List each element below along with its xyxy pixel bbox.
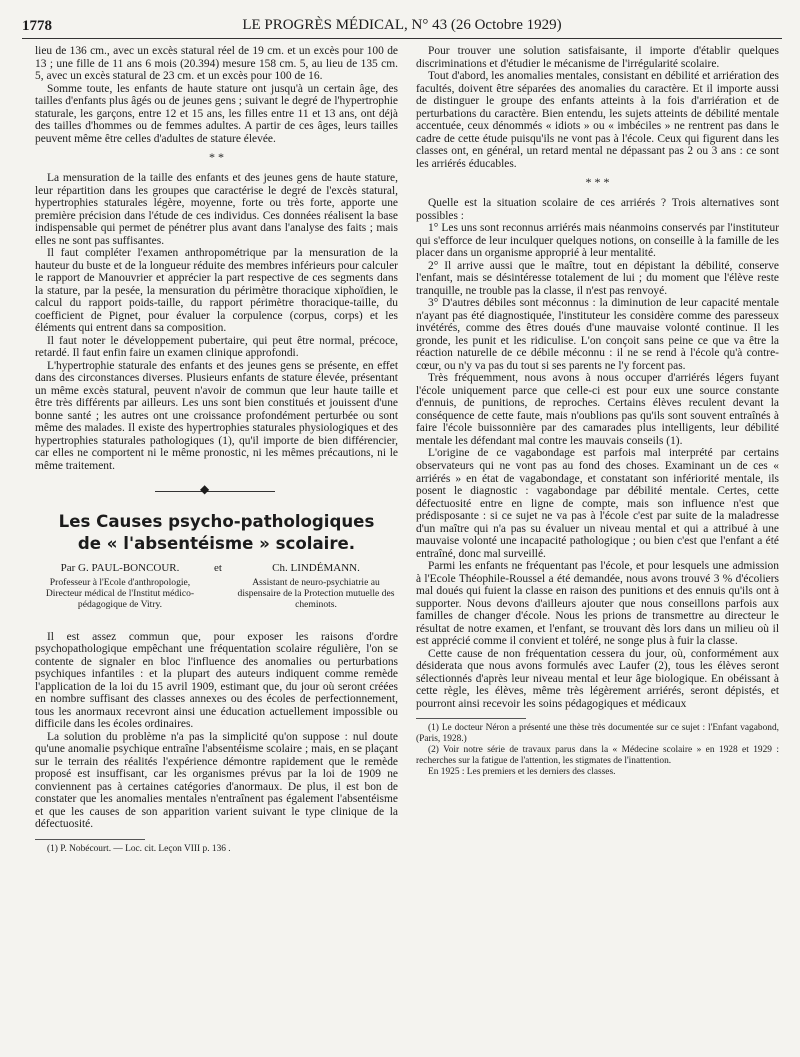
footnote: (1) P. Nobécourt. — Loc. cit. Leçon VIII p. 136 . <box>47 843 231 854</box>
footnote: (2) Voir notre série de travaux parus dans la « Médecine scolaire » en 1928 et 1929 : recherches sur la fatigue de l'attention, les stigmates de l'inattention. <box>416 745 779 767</box>
footnote: (1) Le docteur Néron a présenté une thèse très documentée sur ce sujet : l'Enfant vagabond, (Paris, 1928.) <box>416 723 779 745</box>
footnote: En 1925 : Les premiers et les derniers des classes. <box>428 767 616 778</box>
paragraph: La mensuration de la taille des enfants et des jeunes gens de haute stature, leur répartition dans les groupes que caractérise le degré de l'excès statural, hypertrophies staturales légère, moyenne, forte ou très forte, apporte une première précision dans l'étude de ces individus. Ces données réalisent la base indispensable qui permet de pénétrer plus avant dans l'analyse des faits ; mais elles ne sont pas suffisantes. <box>35 172 398 247</box>
paragraph: 2° Il arrive aussi que le maître, tout en dépistant la débilité, conserve l'enfant, mais se désintéresse totalement de lui ; du moment que l'élève reste tranquille, ne trouble pas la classe, il n'est pas renvoyé. <box>416 259 779 297</box>
paragraph: Tout d'abord, les anomalies mentales, consistant en débilité et arriération des facultés, doivent être séparées des anomalies du caractère. Et il importe aussi de distinguer le groupe des enfants atteints à la fois d'arriération et de perturbations du caractère. Bien entendu, les sujets atteints de débilité mentale accentuée, ceux dénommés « idiots » ou « imbéciles » ne rentrent pas dans le cadre de cette étude puisqu'ils ne vont pas à l'école. Ceux qui figurent dans les classes ont, en général, un retard mental ne dépassant pas 2 ou 3 ans : ce sont les arriérés éducables. <box>416 70 779 170</box>
ornament-separator <box>35 483 398 501</box>
paragraph: 3° D'autres débiles sont méconnus : la diminution de leur capacité mentale n'ayant pas été diagnostiquée, l'instituteur les considère comme des paresseux invétérés, comme des êtres doués d'une mauvaise volonté continue. Il les gronde, les punit et les ridiculise. L'on conçoit sans peine ce que va être la réaction naturelle de ce débile méconnu : il ne se rend à l'école qu'à contre-cœur, ou n'y va pas du tout si ses parents ne l'y forcent pas. <box>416 297 779 372</box>
paragraph: Il est assez commun que, pour exposer les raisons d'ordre psychopathologique empêchant une fréquentation scolaire régulière, l'on se contente de signaler en bloc l'influence des anomalies ou perturbations psychiques infantiles : et la plupart des auteurs indiquent comme remède l'application de la loi du 15 avril 1909, estimant que, du jour où seront créées en nombre suffisant des classes annexes ou des écoles de perfectionnement, tous les anormaux recevront ainsi une éducation actuellement impossible ou difficile dans les écoles ordinaires. <box>35 630 398 731</box>
paragraph: Parmi les enfants ne fréquentant pas l'école, et pour lesquels une admission à l'Ecole Théophile-Roussel a été demandée, nous avons trouvé 3 % d'écoliers mal doués qui fuient la classe en raison des punitions et des ennuis qu'ils ont à supporter. Nous devons d'ailleurs ajouter que nous conseillons parfois aux familles de changer d'école. Nous les prions de transmettre au directeur le résultat de notre examen, et l'enfant, se trouvant dès lors dans un milieu où il est apprécié comme il convient et toléré, ne songe plus à fuir la classe. <box>416 560 779 648</box>
footnote-rule <box>416 718 526 719</box>
paragraph: Pour trouver une solution satisfaisante, il importe d'établir quelques discriminations et d'étudier le mécanisme de l'irrégularité scolaire. <box>416 45 779 70</box>
left-column <box>35 45 398 855</box>
right-column <box>416 45 779 778</box>
header-rule <box>22 38 782 39</box>
article-title-line-1: Les Causes psycho-pathologiques <box>58 511 375 531</box>
paragraph: Cette cause de non fréquentation cessera du jour, où, conformément aux désiderata que nous avons formulés avec Laufer (2), tous les élèves seront sélectionnés d'après leur niveau mental et leur âge biologique. En obéissant à cette règle, les élèves, même très légèrement arriérés, seront dépistés, et pourront ainsi recevoir les soins pédagogiques et médicaux <box>416 647 779 710</box>
article-title-line-2: de « l'absentéisme » scolaire. <box>77 533 356 553</box>
paragraph: L'origine de ce vagabondage est parfois mal interprété par certains observateurs qui ne vont pas au fond des choses. Examinant un de ces « arriérés » en état de vagabondage, et constatant son infériorité mentale, ils posent le diagnostic : vagabondage par débilité mentale. Certes, cette défectuosité entre en ligne de compte, mais son influence n'est que prédisposante : si ce sujet ne va pas à l'école c'est par suite de la maladresse d'un maître qui n'a pas su évaluer un niveau mental et qui a attribué à une mauvaise volonté une incapacité pathologique ; ou bien c'est que l'enfant a été entraîné, donc mal surveillé. <box>416 447 779 560</box>
paragraph: Il faut noter le développement pubertaire, qui peut être normal, précoce, retardé. Il faut enfin faire un examen clinique approfondi. <box>35 334 398 360</box>
paragraph: Somme toute, les enfants de haute stature ont jusqu'à un certain âge, des tailles d'enfants plus âgés ou de jeunes gens ; suivant le degré de l'hypertrophie staturale, les garçons, entre 12 et 15 ans, les filles entre 11 et 13 ans, ont déjà des tailles d'hommes ou de femmes adultes. A partir de ces âges, leurs tailles peuvent même être celles d'adultes de stature élevée. <box>35 82 398 145</box>
paragraph: 1° Les uns sont reconnus arriérés mais néanmoins conservés par l'instituteur qui s'efforce de leur inculquer quelques notions, on conseille à la famille de les placer dans un organisme approprié à leur mentalité. <box>416 222 779 260</box>
authors-block <box>35 563 398 631</box>
page-number: 1778 <box>22 18 52 34</box>
page-header <box>22 14 782 40</box>
author-conjunction: et <box>214 561 222 574</box>
ornament-icon: ◆ <box>200 481 210 496</box>
article-title <box>35 511 398 555</box>
author-1 <box>35 563 205 610</box>
author-2 <box>231 563 401 610</box>
paragraph: Il faut compléter l'examen anthropométrique par la mensuration de la hauteur du buste et de la longueur réduite des membres inférieurs pour calculer le rapport de Manouvrier et apprécier la part respective de ces segments dans la stature, par la pesée, la mensuration du périmètre thoracique xiphoïdien, le calcul du rapport poids-taille, du rapport périmètre thoracique-taille, du coefficient de Pignet, pour évaluer la corpulence (corpus, corps) et les éléments qui entrent dans sa composition. <box>35 247 398 335</box>
paragraph: Quelle est la situation scolaire de ces arriérés ? Trois alternatives sont possibles : <box>416 197 779 222</box>
paragraph: La solution du problème n'a pas la simplicité qu'on suppose : nul doute qu'une anomalie psychique entraîne l'absentéisme scolaire ; mais, en se plaçant sur le terrain des réalités l'expérience démontre rapidement que le remède proposé est insuffisant, car les organismes prévus par la loi de 1909 ne conviennent pas à certaines catégories d'anormaux. De plus, il est bon de constater que les anomalies mentales n'entraînent pas également l'absentéisme et que les causes de son apparition varient suivant le type clinique de la défectuosité. <box>35 730 398 831</box>
footnote-rule <box>35 839 145 840</box>
journal-title: LE PROGRÈS MÉDICAL, N° 43 (26 Octobre 1929) <box>242 17 562 33</box>
separator-line <box>155 491 275 492</box>
section-stars: * * * <box>585 175 610 190</box>
author-2-affiliation: Assistant de neuro-psychiatrie au dispensaire de la Protection mutuelle des cheminots. <box>237 576 395 610</box>
section-stars: * * <box>209 150 224 165</box>
author-2-name: Ch. LINDÉMANN. <box>272 561 360 574</box>
paragraph: L'hypertrophie staturale des enfants et des jeunes gens se présente, en effet dans des circonstances diverses. Plusieurs enfants de stature élevée, présentant un même excès statural, peuvent n'avoir de commun que leur haute taille et être très différents par ailleurs. Les uns sont bien constitués et jouissent d'une bonne santé ; les autres ont une croissance profondément perturbée ou sont même des malades. Il existe des hypertrophies staturales physiologiques et des hypertrophies staturales pathologiques (1), qu'il importe de bien différencier, car elles ne comportent ni le même pronostic, ni les mêmes précautions, ni le même traitement. <box>35 359 398 472</box>
author-1-affiliation: Professeur à l'Ecole d'anthropologie, Directeur médical de l'Institut médico-pédagogique de Vitry. <box>45 576 195 610</box>
paragraph: Très fréquemment, nous avons à nous occuper d'arriérés légers fuyant l'école uniquement parce que celle-ci est pour eux une source constante d'ennuis, de punitions, de reproches. Certains élèves reculent devant la conséquence de cette faute, mais n'oublions pas qu'ils sont souvent entraînés à faire l'école buissonnière par des camarades plus intelligents, leur débilité mentale les défendant mal contre les mauvais conseils (1). <box>416 372 779 447</box>
paragraph: lieu de 136 cm., avec un excès statural réel de 19 cm. et un excès pour 100 de 13 ; une fille de 11 ans 6 mois (20.394) mesure 158 cm. 5, au lieu de 135 cm. 5, avec un excès statural de 23 cm. et un excès pour 100 de 16. <box>35 45 398 83</box>
author-1-name: Par G. PAUL-BONCOUR. <box>60 561 180 574</box>
